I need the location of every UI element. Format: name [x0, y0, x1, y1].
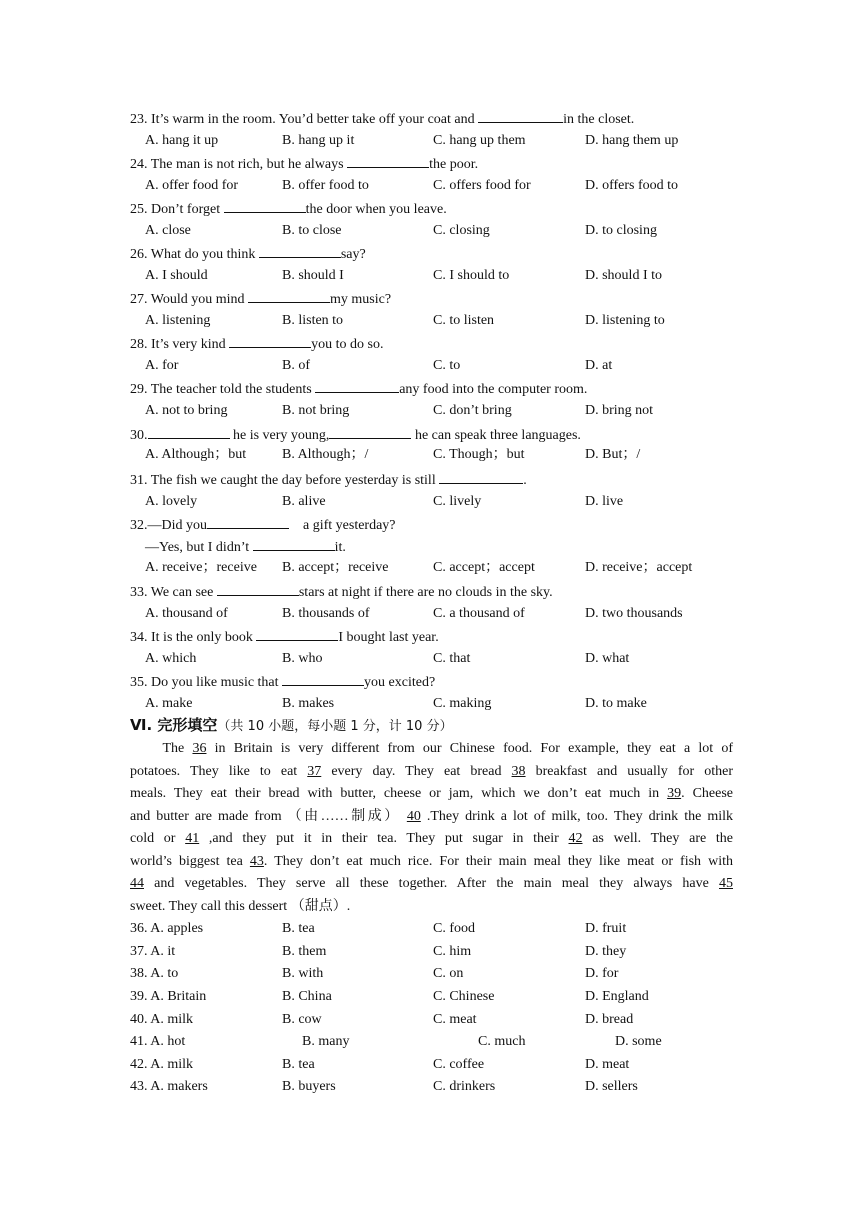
section-title: Ⅵ. 完形填空: [130, 716, 218, 734]
answer-blank: [315, 378, 399, 393]
option-b: B. accept；receive: [282, 560, 389, 575]
option-b: B. listen to: [282, 313, 344, 328]
option-b: B. to close: [282, 223, 342, 238]
blank-number: 36: [192, 741, 207, 756]
option-a: A. Although；but: [145, 447, 247, 462]
option-a: A. listening: [145, 313, 211, 328]
passage-line: sweet. They call this dessert （甜点）.: [130, 898, 351, 914]
options-28: [0, 356, 860, 376]
answer-blank: [347, 153, 429, 168]
question-stem: 29. The teacher told the students any food into the computer room.: [130, 378, 587, 400]
option-a: 40. A. milk: [130, 1012, 194, 1027]
options-31: [0, 492, 860, 512]
blank-number: 39: [667, 786, 682, 801]
answer-blank: [248, 288, 330, 303]
option-d: D. live: [585, 494, 624, 509]
option-c: C. Chinese: [433, 989, 495, 1004]
cloze-options-39: [0, 987, 860, 1007]
option-a: 39. A. Britain: [130, 989, 207, 1004]
question-33: [0, 581, 860, 601]
question-35: [0, 671, 860, 691]
answer-blank: [439, 469, 523, 484]
passage-line: meals. They eat their bread with butter, cheese or jam, which we don’t eat much in 39. Cheese: [130, 786, 733, 801]
option-a: A. not to bring: [145, 403, 228, 418]
option-a: 42. A. milk: [130, 1057, 194, 1072]
option-b: B. tea: [282, 921, 315, 936]
option-a: A. I should: [145, 268, 208, 283]
option-c: C. to listen: [433, 313, 495, 328]
option-b: B. should I: [282, 268, 344, 283]
blank-number: 45: [719, 876, 733, 891]
option-c: C. hang up them: [433, 133, 526, 148]
section-heading: [130, 714, 453, 736]
question-34: [0, 626, 860, 646]
question-stem: 28. It’s very kind you to do so.: [130, 333, 384, 355]
option-b: B. not bring: [282, 403, 350, 418]
options-34: [0, 649, 860, 669]
blank-number: 41: [185, 831, 200, 846]
option-a: A. for: [145, 358, 179, 373]
option-d: D. England: [585, 989, 649, 1004]
option-b: B. China: [282, 989, 332, 1004]
option-b: B. Although；/: [282, 447, 369, 462]
cloze-options-37: [0, 942, 860, 962]
option-b: B. alive: [282, 494, 326, 509]
answer-blank: [224, 198, 306, 213]
question-32: [0, 514, 860, 534]
options-30: [0, 445, 860, 465]
option-c: C. Though；but: [433, 447, 525, 462]
passage-line: world’s biggest tea 43. They don’t eat much rice. For their main meal they like meat or fish with: [130, 853, 733, 869]
question-26: [0, 243, 860, 263]
question-stem: —Yes, but I didn’t it.: [145, 536, 346, 558]
option-c: C. offers food for: [433, 178, 531, 193]
question-24: [0, 153, 860, 173]
option-a: A. thousand of: [145, 606, 228, 621]
cloze-options-40: [0, 1010, 860, 1030]
question-stem: 35. Do you like music that you excited?: [130, 671, 435, 693]
option-d: D. fruit: [585, 921, 627, 936]
option-c: C. that: [433, 651, 471, 666]
option-d: D. they: [585, 944, 627, 959]
question-stem: 25. Don’t forget the door when you leave.: [130, 198, 447, 220]
option-c: C. don’t bring: [433, 403, 512, 418]
option-a: 37. A. it: [130, 944, 176, 959]
answer-blank: [478, 108, 563, 123]
options-23: [0, 131, 860, 151]
cloze-options-43: [0, 1077, 860, 1097]
option-d: D. listening to: [585, 313, 665, 328]
option-d: D. hang them up: [585, 133, 679, 148]
question-stem: 32.—Did you a gift yesterday?: [130, 514, 396, 536]
option-d: D. what: [585, 651, 630, 666]
option-c: C. accept；accept: [433, 560, 535, 575]
option-c: C. food: [433, 921, 475, 936]
option-a: 43. A. makers: [130, 1079, 208, 1094]
cloze-options-36: [0, 919, 860, 939]
question-31: [0, 469, 860, 489]
option-d: D. to closing: [585, 223, 657, 238]
options-24: [0, 176, 860, 196]
passage-line: potatoes. They like to eat 37 every day. They eat bread 38 breakfast and usually for other: [130, 763, 733, 779]
option-c: C. meat: [433, 1012, 477, 1027]
answer-blank: [148, 424, 230, 439]
option-d: D. some: [615, 1034, 662, 1049]
blank-number: 40: [406, 808, 421, 824]
option-c: C. on: [433, 966, 464, 981]
option-d: D. sellers: [585, 1079, 638, 1094]
option-c: C. to: [433, 358, 461, 373]
options-29: [0, 401, 860, 421]
option-d: D. at: [585, 358, 613, 373]
option-d: D. to make: [585, 696, 647, 711]
option-c: C. much: [478, 1034, 526, 1049]
option-c: C. lively: [433, 494, 482, 509]
cloze-options-41: [0, 1032, 860, 1052]
question-stem: 34. It is the only book I bought last year.: [130, 626, 439, 648]
option-c: C. I should to: [433, 268, 510, 283]
question-25: [0, 198, 860, 218]
question-30: [0, 424, 860, 444]
section-note: （共 10 小题，每小题 1 分，计 10 分）: [217, 719, 453, 734]
option-a: A. which: [145, 651, 197, 666]
blank-number: 43: [249, 853, 264, 869]
option-b: B. of: [282, 358, 310, 373]
cloze-passage: [130, 738, 733, 918]
passage-line: and butter are made from （由……制成） 40 .They drink a lot of milk, too. They drink the milk: [130, 808, 733, 824]
option-d: D. bread: [585, 1012, 634, 1027]
option-b: B. who: [282, 651, 323, 666]
question-23: [0, 108, 860, 128]
option-b: B. cow: [282, 1012, 322, 1027]
option-d: D. bring not: [585, 403, 654, 418]
option-d: D. offers food to: [585, 178, 679, 193]
question-stem: 23. It’s warm in the room. You’d better take off your coat and in the closet.: [130, 108, 634, 130]
option-c: C. drinkers: [433, 1079, 496, 1094]
option-c: C. closing: [433, 223, 490, 238]
option-a: A. receive；receive: [145, 560, 257, 575]
passage-line: The 36 in Britain is very different from our Chinese food. For example, they eat a lot of: [130, 741, 734, 756]
option-b: B. tea: [282, 1057, 315, 1072]
option-b: B. with: [282, 966, 324, 981]
passage-line: 44 and vegetables. They serve all these together. After the main meal they always have 45: [130, 876, 733, 891]
answer-blank: [207, 514, 289, 529]
question-29: [0, 378, 860, 398]
option-d: D. receive；accept: [585, 560, 693, 575]
blank-number: 42: [568, 831, 583, 846]
option-a: 41. A. hot: [130, 1034, 186, 1049]
option-d: D. meat: [585, 1057, 630, 1072]
question-28: [0, 333, 860, 353]
question-27: [0, 288, 860, 308]
option-b: B. buyers: [282, 1079, 336, 1094]
option-a: 38. A. to: [130, 966, 179, 981]
option-b: B. makes: [282, 696, 335, 711]
answer-blank: [253, 536, 335, 551]
option-b: B. them: [282, 944, 327, 959]
cloze-options-38: [0, 964, 860, 984]
question-stem: 26. What do you think say?: [130, 243, 366, 265]
option-a: A. hang it up: [145, 133, 219, 148]
option-a: A. offer food for: [145, 178, 239, 193]
answer-blank: [259, 243, 341, 258]
question-stem: 30. he is very young, he can speak three languages.: [130, 424, 581, 446]
question-stem: 24. The man is not rich, but he always the poor.: [130, 153, 478, 175]
option-b: B. many: [302, 1034, 350, 1049]
answer-blank: [229, 333, 311, 348]
options-33: [0, 604, 860, 624]
option-c: C. coffee: [433, 1057, 485, 1072]
option-d: D. two thousands: [585, 606, 683, 621]
options-32: [0, 558, 860, 578]
passage-line: cold or 41 ,and they put it in their tea. They put sugar in their 42 as well. They are the: [130, 831, 734, 846]
question-stem: 33. We can see stars at night if there are no clouds in the sky.: [130, 581, 553, 603]
answer-blank: [329, 424, 411, 439]
blank-number: 37: [307, 763, 322, 779]
option-a: A. make: [145, 696, 193, 711]
options-35: [0, 694, 860, 714]
options-25: [0, 221, 860, 241]
answer-blank: [217, 581, 299, 596]
options-27: [0, 311, 860, 331]
option-d: D. should I to: [585, 268, 662, 283]
option-b: B. offer food to: [282, 178, 369, 193]
option-b: B. thousands of: [282, 606, 370, 621]
question-stem: 27. Would you mind my music?: [130, 288, 391, 310]
option-a: 36. A. apples: [130, 921, 204, 936]
option-c: C. making: [433, 696, 492, 711]
option-d: D. for: [585, 966, 619, 981]
blank-number: 38: [511, 763, 526, 779]
option-a: A. lovely: [145, 494, 198, 509]
answer-blank: [282, 671, 364, 686]
question-stem: 31. The fish we caught the day before yesterday is still .: [130, 469, 527, 491]
blank-number: 44: [130, 876, 144, 891]
option-b: B. hang up it: [282, 133, 355, 148]
cloze-options-42: [0, 1055, 860, 1075]
option-c: C. a thousand of: [433, 606, 525, 621]
option-c: C. him: [433, 944, 472, 959]
question-32-reply: [0, 536, 860, 556]
answer-blank: [256, 626, 338, 641]
option-d: D. But；/: [585, 447, 641, 462]
options-26: [0, 266, 860, 286]
option-a: A. close: [145, 223, 191, 238]
